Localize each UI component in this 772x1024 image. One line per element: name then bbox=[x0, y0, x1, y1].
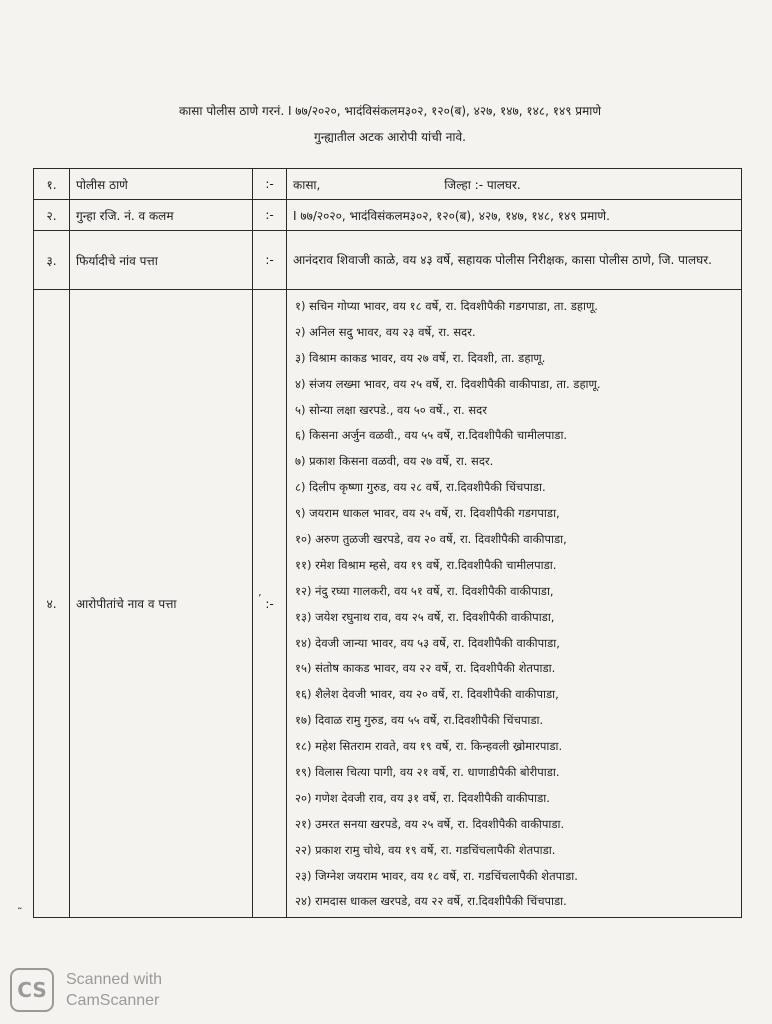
list-item: ६) किसना अर्जुन वळवी., वय ५५ वर्षे, रा.दिवशीपैकी चामीलपाडा. bbox=[295, 428, 568, 443]
details-table bbox=[33, 168, 742, 918]
list-item: २३) जिग्नेश जयराम भावर, वय १८ वर्षे, रा. गडचिंचलापैकी शेतपाडा. bbox=[295, 868, 578, 883]
list-item: ८) दिलीप कृष्णा गुरुड, वय २८ वर्षे, रा.दिवशीपैकी चिंचपाडा. bbox=[295, 480, 546, 495]
row-colon: :- bbox=[253, 290, 287, 918]
row-crime-register bbox=[34, 200, 742, 231]
list-item: १) सचिन गोप्या भावर, वय १८ वर्षे, रा. दिवशीपैकी गडगपाडा, ता. डहाणू. bbox=[295, 299, 598, 313]
list-item: १४) देवजी जान्या भावर, वय ५३ वर्षे, रा. दिवशीपैकी वाकीपाडा, bbox=[295, 635, 560, 650]
police-station-value: कासा, bbox=[293, 177, 321, 192]
row-accused bbox=[34, 290, 742, 918]
row-value bbox=[287, 290, 742, 918]
watermark-line-1: Scanned with bbox=[66, 971, 163, 988]
row-colon: :- bbox=[253, 169, 287, 200]
row-colon: :- bbox=[253, 231, 287, 290]
row-label: गुन्हा रजि. नं. व कलम bbox=[70, 200, 253, 231]
list-item: ७) प्रकाश किसना वळवी, वय २७ वर्षे, रा. सदर. bbox=[295, 454, 494, 469]
list-item: ५) सोन्या लक्षा खरपडे., वय ५० वर्षे., रा. सदर bbox=[295, 402, 487, 417]
row-number: ३. bbox=[34, 231, 70, 290]
list-item: १३) जयेश रघुनाथ राव, वय २५ वर्षे, रा. दिवशीपैकी वाकीपाडा, bbox=[295, 609, 555, 624]
list-item: ११) रमेश विश्राम म्हसे, वय १९ वर्षे, रा.दिवशीपैकी चामीलपाडा. bbox=[295, 557, 557, 572]
list-item: १६) शैलेश देवजी भावर, वय २० वर्षे, रा. दिवशीपैकी वाकीपाडा, bbox=[295, 687, 559, 702]
row-label: फिर्यादीचे नांव पत्ता bbox=[70, 231, 253, 290]
complainant-address: आनंदराव शिवाजी काळे, वय ४३ वर्षे, सहायक पोलीस निरीक्षक, कासा पोलीस ठाणे, जि. पालघर. bbox=[293, 253, 712, 267]
list-item: २०) गणेश देवजी राव, वय ३१ वर्षे, रा. दिवशीपैकी वाकीपाडा. bbox=[295, 790, 550, 805]
list-item: २२) प्रकाश रामु चोथे, वय १९ वर्षे, रा. गडचिंचलापैकी शेतपाडा. bbox=[295, 842, 556, 857]
camscanner-watermark bbox=[10, 968, 162, 1012]
heading-line-2: गुन्ह्यातील अटक आरोपी यांची नावे. bbox=[314, 130, 466, 144]
margin-mark: ˷ bbox=[17, 897, 23, 910]
district-value: जिल्हा :- पालघर. bbox=[444, 177, 521, 192]
list-item: १२) नंदु रघ्या गालकरी, वय ५१ वर्षे, रा. दिवशीपैकी वाकीपाडा, bbox=[295, 583, 554, 598]
list-item: २) अनिल सदु भावर, वय २३ वर्षे, रा. सदर. bbox=[295, 324, 476, 339]
list-item: १५) संतोष काकड भावर, वय २२ वर्षे, रा. दिवशीपैकी शेतपाडा. bbox=[295, 661, 556, 676]
document-heading bbox=[40, 98, 740, 150]
row-number: ४. bbox=[34, 290, 70, 918]
row-colon: :- bbox=[253, 200, 287, 231]
camscanner-icon: CS bbox=[10, 968, 54, 1012]
list-item: २१) उमरत सनया खरपडे, वय २५ वर्षे, रा. दिवशीपैकी वाकीपाडा. bbox=[295, 816, 565, 831]
heading-line-1: कासा पोलीस ठाणे गरनं. I ७७/२०२०, भादंविसंकलम३०२, १२०(ब), ४२७, १४७, १४८, १४९ प्रमाणे bbox=[178, 104, 602, 118]
row-complainant bbox=[34, 231, 742, 290]
row-label: आरोपीतांचे नाव व पत्ता bbox=[70, 290, 253, 918]
watermark-text bbox=[66, 969, 162, 1011]
watermark-line-2: CamScanner bbox=[66, 992, 160, 1009]
pen-mark: ’ bbox=[258, 592, 262, 605]
list-item: १०) अरुण तुळजी खरपडे, वय २० वर्षे, रा. दिवशीपैकी वाकीपाडा, bbox=[295, 532, 567, 547]
list-item: २४) रामदास धाकल खरपडे, वय २२ वर्षे, रा.दिवशीपैकी चिंचपाडा. bbox=[295, 894, 567, 909]
list-item: ९) जयराम धाकल भावर, वय २५ वर्षे, रा. दिवशीपैकी गडगपाडा, bbox=[295, 506, 560, 521]
row-label: पोलीस ठाणे bbox=[70, 169, 253, 200]
row-value bbox=[287, 169, 742, 200]
list-item: ४) संजय लख्मा भावर, वय २५ वर्षे, रा. दिवशीपैकी वाकीपाडा, ता. डहाणू. bbox=[295, 376, 601, 391]
row-number: २. bbox=[34, 200, 70, 231]
list-item: ३) विश्राम काकड भावर, वय २७ वर्षे, रा. दिवशी, ता. डहाणू. bbox=[295, 350, 546, 365]
row-value: I ७७/२०२०, भादंविसंकलम३०२, १२०(ब), ४२७, १४७, १४८, १४९ प्रमाणे. bbox=[287, 200, 742, 231]
row-number: १. bbox=[34, 169, 70, 200]
row-police-station bbox=[34, 169, 742, 200]
list-item: १८) महेश सितराम रावते, वय १९ वर्षे, रा. किन्हवली ख्रोमारपाडा. bbox=[295, 739, 563, 754]
list-item: १७) दिवाळ रामु गुरुड, वय ५५ वर्षे, रा.दिवशीपैकी चिंचपाडा. bbox=[295, 713, 544, 728]
list-item: १९) विलास चित्या पागी, वय २१ वर्षे, रा. धाणाडीपैकी बोरीपाडा. bbox=[295, 765, 560, 780]
accused-list bbox=[293, 290, 735, 917]
row-value bbox=[287, 231, 742, 290]
